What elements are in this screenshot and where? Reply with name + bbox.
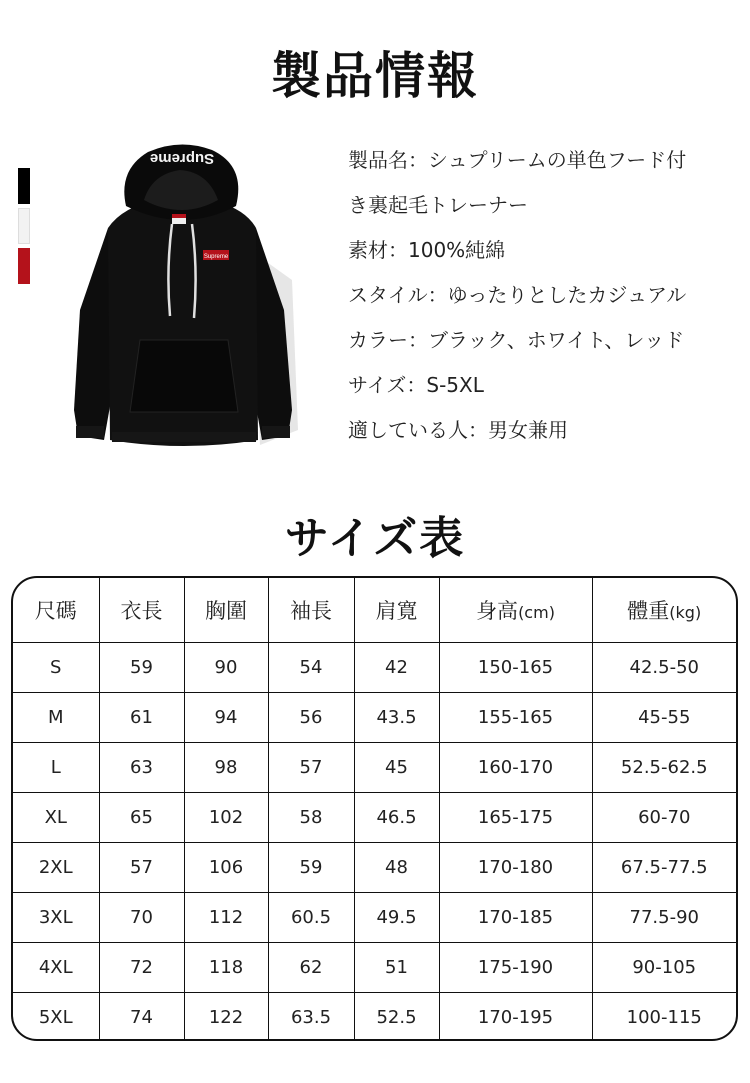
table-cell: 67.5-77.5 xyxy=(592,843,736,893)
product-info-list xyxy=(348,138,738,453)
table-cell: 98 xyxy=(184,743,268,793)
info-product-name-line2: き裏起毛トレーナー xyxy=(348,193,528,217)
table-cell: 77.5-90 xyxy=(592,893,736,943)
size-table-body xyxy=(13,643,736,1042)
table-cell: 60-70 xyxy=(592,793,736,843)
table-cell: 150-165 xyxy=(439,643,592,693)
hood-print-text: Supreme xyxy=(149,150,215,167)
header-label: 胸圍 xyxy=(205,599,247,623)
table-cell: 65 xyxy=(99,793,184,843)
size-table-header-cell xyxy=(592,578,736,643)
table-cell: 2XL xyxy=(13,843,99,893)
table-cell: 160-170 xyxy=(439,743,592,793)
table-cell: 155-165 xyxy=(439,693,592,743)
table-cell: XL xyxy=(13,793,99,843)
size-chart-title: サイズ表 xyxy=(284,513,466,564)
table-row xyxy=(13,793,736,843)
table-cell: 45-55 xyxy=(592,693,736,743)
table-cell: 118 xyxy=(184,943,268,993)
header-label: 體重 xyxy=(627,599,670,623)
table-cell: 59 xyxy=(99,643,184,693)
size-table-header-cell xyxy=(99,578,184,643)
table-cell: 170-180 xyxy=(439,843,592,893)
table-row xyxy=(13,943,736,993)
table-cell: 165-175 xyxy=(439,793,592,843)
header-unit: (kg) xyxy=(669,603,702,622)
header-label: 尺碼 xyxy=(34,599,77,623)
size-table-header-cell xyxy=(268,578,354,643)
table-row xyxy=(13,893,736,943)
header-label: 衣長 xyxy=(120,599,163,623)
table-cell: 63.5 xyxy=(268,993,354,1042)
info-sizes: サイズ：S-5XL xyxy=(348,373,484,397)
table-cell: L xyxy=(13,743,99,793)
info-material: 素材：100%純綿 xyxy=(348,238,506,262)
color-swatches xyxy=(18,168,30,288)
table-cell: 59 xyxy=(268,843,354,893)
table-row xyxy=(13,843,736,893)
table-cell: 63 xyxy=(99,743,184,793)
table-cell: 74 xyxy=(99,993,184,1042)
table-cell: 70 xyxy=(99,893,184,943)
table-cell: 62 xyxy=(268,943,354,993)
table-cell: 102 xyxy=(184,793,268,843)
table-cell: 4XL xyxy=(13,943,99,993)
table-cell: 56 xyxy=(268,693,354,743)
table-cell: 94 xyxy=(184,693,268,743)
table-cell: 42.5-50 xyxy=(592,643,736,693)
table-cell: 60.5 xyxy=(268,893,354,943)
header-unit: (cm) xyxy=(518,603,555,622)
table-row xyxy=(13,993,736,1042)
table-cell: S xyxy=(13,643,99,693)
table-cell: M xyxy=(13,693,99,743)
color-swatch-red xyxy=(18,248,30,284)
info-style: スタイル：ゆったりとしたカジュアル xyxy=(348,283,687,307)
color-swatch-white xyxy=(18,208,30,244)
table-cell: 52.5-62.5 xyxy=(592,743,736,793)
table-cell: 45 xyxy=(354,743,439,793)
table-cell: 3XL xyxy=(13,893,99,943)
header-label: 身高 xyxy=(476,599,519,623)
table-cell: 100-115 xyxy=(592,993,736,1042)
size-table-header-cell xyxy=(354,578,439,643)
table-cell: 49.5 xyxy=(354,893,439,943)
info-product-name-line1: 製品名：シュプリームの単色フード付 xyxy=(348,148,687,172)
table-cell: 52.5 xyxy=(354,993,439,1042)
table-cell: 46.5 xyxy=(354,793,439,843)
table-cell: 72 xyxy=(99,943,184,993)
table-cell: 112 xyxy=(184,893,268,943)
info-colors: カラー：ブラック、ホワイト、レッド xyxy=(348,328,685,352)
color-swatch-black xyxy=(18,168,30,204)
hoodie-product-image xyxy=(60,140,310,460)
product-info-title: 製品情報 xyxy=(271,46,479,105)
table-cell: 42 xyxy=(354,643,439,693)
table-cell: 106 xyxy=(184,843,268,893)
table-cell: 170-185 xyxy=(439,893,592,943)
table-cell: 170-195 xyxy=(439,993,592,1042)
size-table xyxy=(11,576,738,1041)
table-cell: 122 xyxy=(184,993,268,1042)
size-table-header-cell xyxy=(184,578,268,643)
table-cell: 57 xyxy=(99,843,184,893)
table-cell: 43.5 xyxy=(354,693,439,743)
header-label: 袖長 xyxy=(290,599,332,623)
table-row xyxy=(13,693,736,743)
header-label: 肩寛 xyxy=(375,599,418,623)
table-cell: 51 xyxy=(354,943,439,993)
table-cell: 90 xyxy=(184,643,268,693)
size-table-header-cell xyxy=(13,578,99,643)
size-table-header-row xyxy=(13,578,736,643)
table-cell: 57 xyxy=(268,743,354,793)
table-cell: 54 xyxy=(268,643,354,693)
table-cell: 90-105 xyxy=(592,943,736,993)
table-cell: 48 xyxy=(354,843,439,893)
size-table-header-cell xyxy=(439,578,592,643)
table-row xyxy=(13,743,736,793)
table-cell: 61 xyxy=(99,693,184,743)
table-cell: 58 xyxy=(268,793,354,843)
info-target: 適している人：男女兼用 xyxy=(348,418,568,442)
table-cell: 175-190 xyxy=(439,943,592,993)
box-logo-text: Supreme xyxy=(203,254,229,260)
table-row xyxy=(13,643,736,693)
table-cell: 5XL xyxy=(13,993,99,1042)
